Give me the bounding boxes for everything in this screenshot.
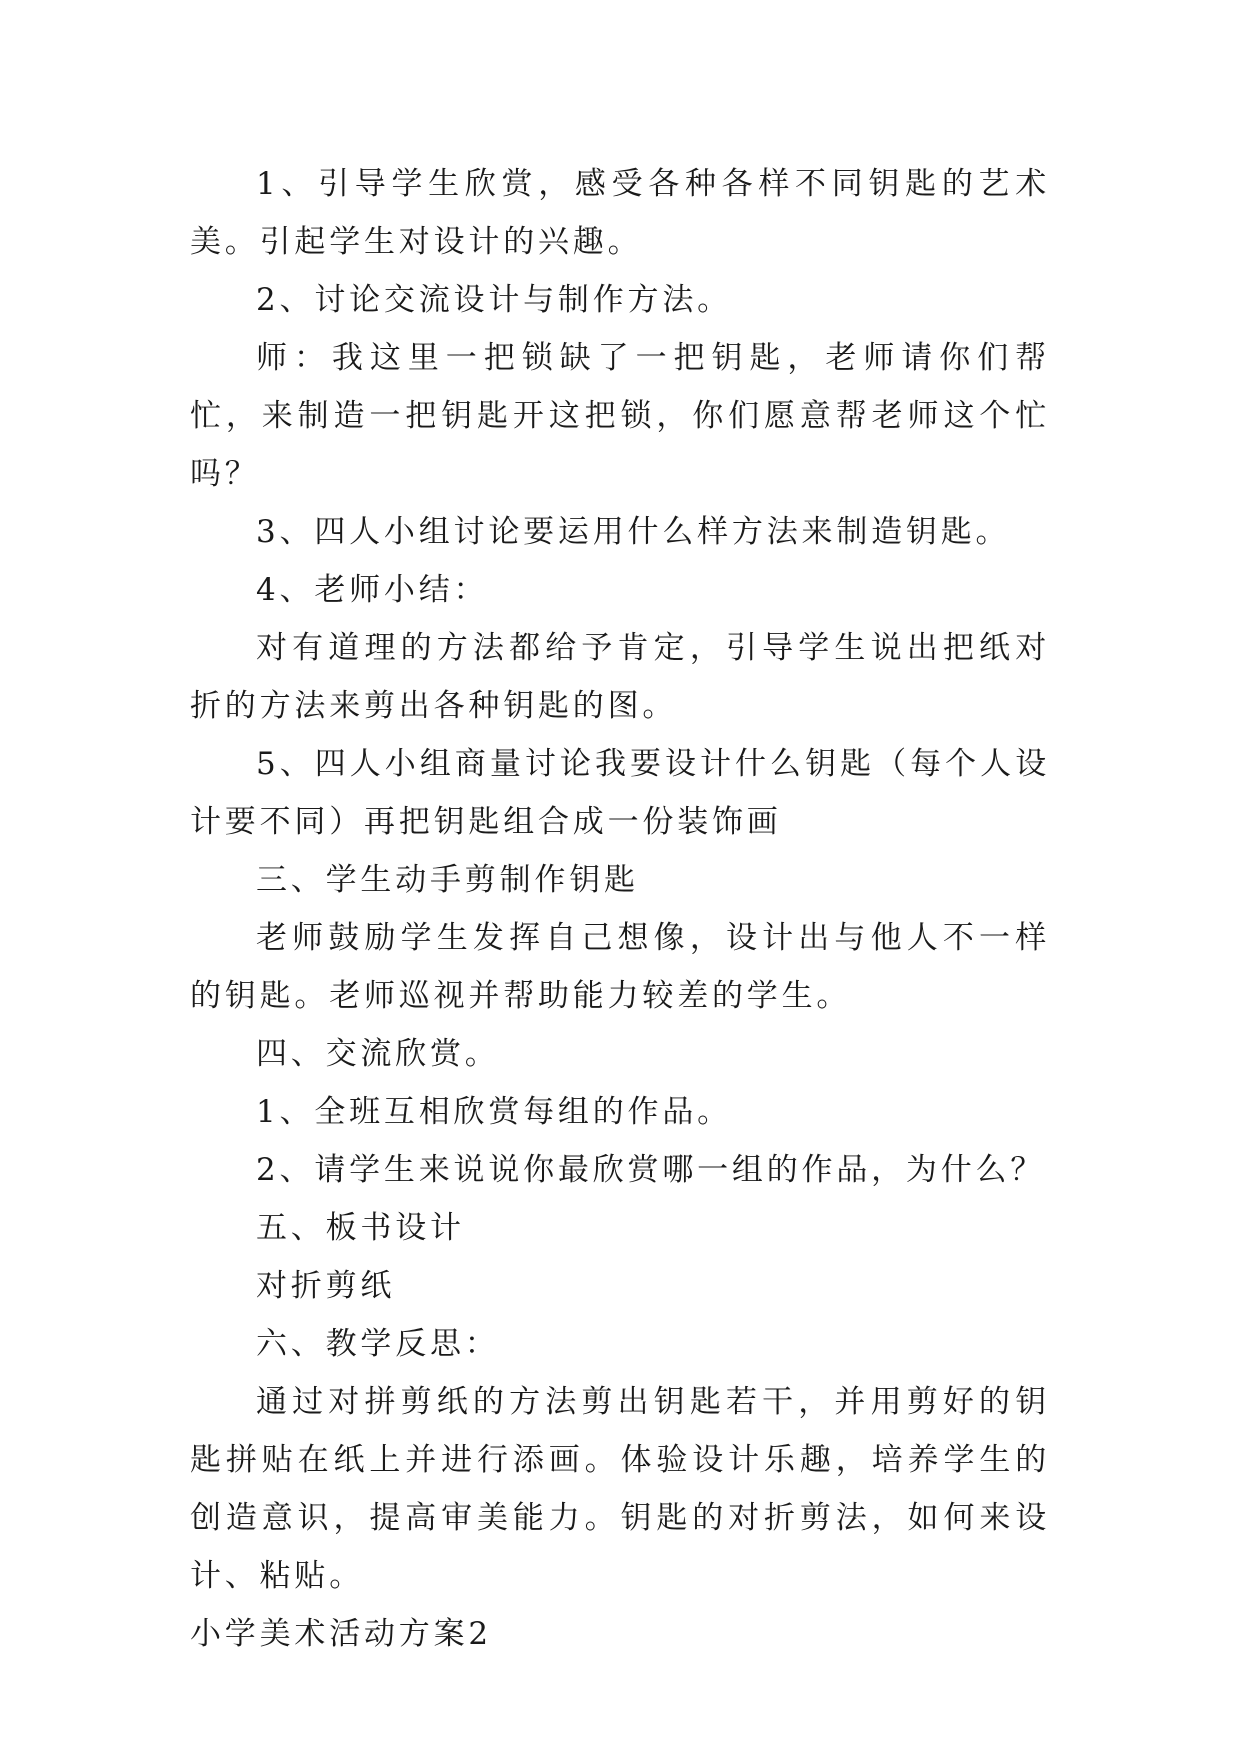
paragraph-1: 1、引导学生欣赏，感受各种各样不同钥匙的艺术美。引起学生对设计的兴趣。 [190, 166, 1050, 260]
paragraph-5: 4、老师小结： [256, 572, 489, 608]
paragraph-2: 2、讨论交流设计与制作方法。 [256, 282, 732, 318]
paragraph-4: 3、四人小组讨论要运用什么样方法来制造钥匙。 [256, 514, 1011, 550]
document-body [190, 155, 1050, 1663]
section-title: 小学美术活动方案2 [190, 1616, 492, 1652]
paragraph-11: 1、全班互相欣赏每组的作品。 [256, 1094, 732, 1130]
paragraph-15: 六、教学反思： [256, 1326, 500, 1362]
paragraph-12: 2、请学生来说说你最欣赏哪一组的作品，为什么？ [256, 1152, 1046, 1188]
paragraph-16: 通过对拼剪纸的方法剪出钥匙若干，并用剪好的钥匙拼贴在纸上并进行添画。体验设计乐趣，培养学生的创造意识，提高审美能力。钥匙的对折剪法，如何来设计、粘贴。 [190, 1384, 1050, 1594]
paragraph-3: 师：我这里一把锁缺了一把钥匙，老师请你们帮忙，来制造一把钥匙开这把锁，你们愿意帮老师这个忙吗？ [190, 340, 1050, 492]
paragraph-8: 三、学生动手剪制作钥匙 [256, 862, 639, 898]
paragraph-14: 对折剪纸 [256, 1268, 396, 1304]
paragraph-7: 5、四人小组商量讨论我要设计什么钥匙（每个人设计要不同）再把钥匙组合成一份装饰画 [190, 746, 1050, 840]
paragraph-10: 四、交流欣赏。 [256, 1036, 500, 1072]
paragraph-9: 老师鼓励学生发挥自己想像，设计出与他人不一样的钥匙。老师巡视并帮助能力较差的学生。 [190, 920, 1050, 1014]
paragraph-13: 五、板书设计 [256, 1210, 465, 1246]
paragraph-6: 对有道理的方法都给予肯定，引导学生说出把纸对折的方法来剪出各种钥匙的图。 [190, 630, 1050, 724]
